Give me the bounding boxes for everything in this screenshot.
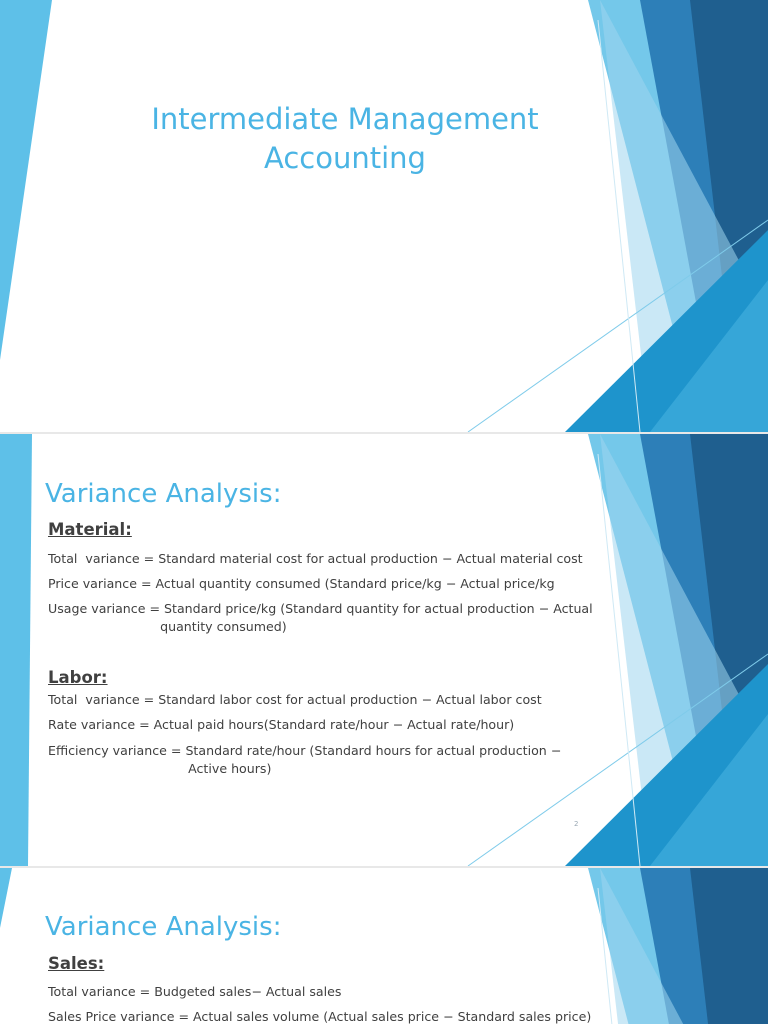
material-label: Material:	[48, 520, 132, 539]
labor-total-variance: Total variance = Standard labor cost for actual production − Actual labor cost	[48, 692, 542, 707]
variance-slide-2	[0, 868, 768, 1024]
material-total-variance: Total variance = Standard material cost for actual production − Actual material cost	[48, 551, 583, 566]
variance-slide-1	[0, 434, 768, 866]
sales-price-variance: Sales Price variance = Actual sales volume (Actual sales price − Standard sales price)	[48, 1009, 592, 1024]
section-heading: Variance Analysis:	[45, 912, 282, 942]
material-usage-variance-cont: quantity consumed)	[48, 619, 287, 634]
slide-decoration	[0, 0, 768, 432]
title-line-2: Accounting	[264, 141, 426, 175]
labor-rate-variance: Rate variance = Actual paid hours(Standard rate/hour − Actual rate/hour)	[48, 717, 515, 732]
labor-efficiency-variance: Efficiency variance = Standard rate/hour (Standard hours for actual production −	[48, 743, 562, 758]
material-price-variance: Price variance = Actual quantity consumed (Standard price/kg − Actual price/kg	[48, 576, 555, 591]
sales-label: Sales:	[48, 954, 105, 973]
title-line-1: Intermediate Management	[151, 102, 539, 136]
section-heading: Variance Analysis:	[45, 479, 282, 509]
labor-label: Labor:	[48, 668, 108, 687]
labor-efficiency-variance-cont: Active hours)	[48, 761, 272, 776]
slide-decoration	[0, 868, 768, 1024]
title-slide	[0, 0, 768, 432]
left-sliver	[0, 868, 12, 928]
left-triangle	[0, 0, 52, 360]
left-strip	[0, 434, 32, 866]
page-number: 2	[574, 820, 579, 828]
material-usage-variance: Usage variance = Standard price/kg (Standard quantity for actual production − Actual	[48, 601, 593, 616]
sales-total-variance: Total variance = Budgeted sales− Actual sales	[48, 984, 342, 999]
page-title	[120, 100, 570, 178]
